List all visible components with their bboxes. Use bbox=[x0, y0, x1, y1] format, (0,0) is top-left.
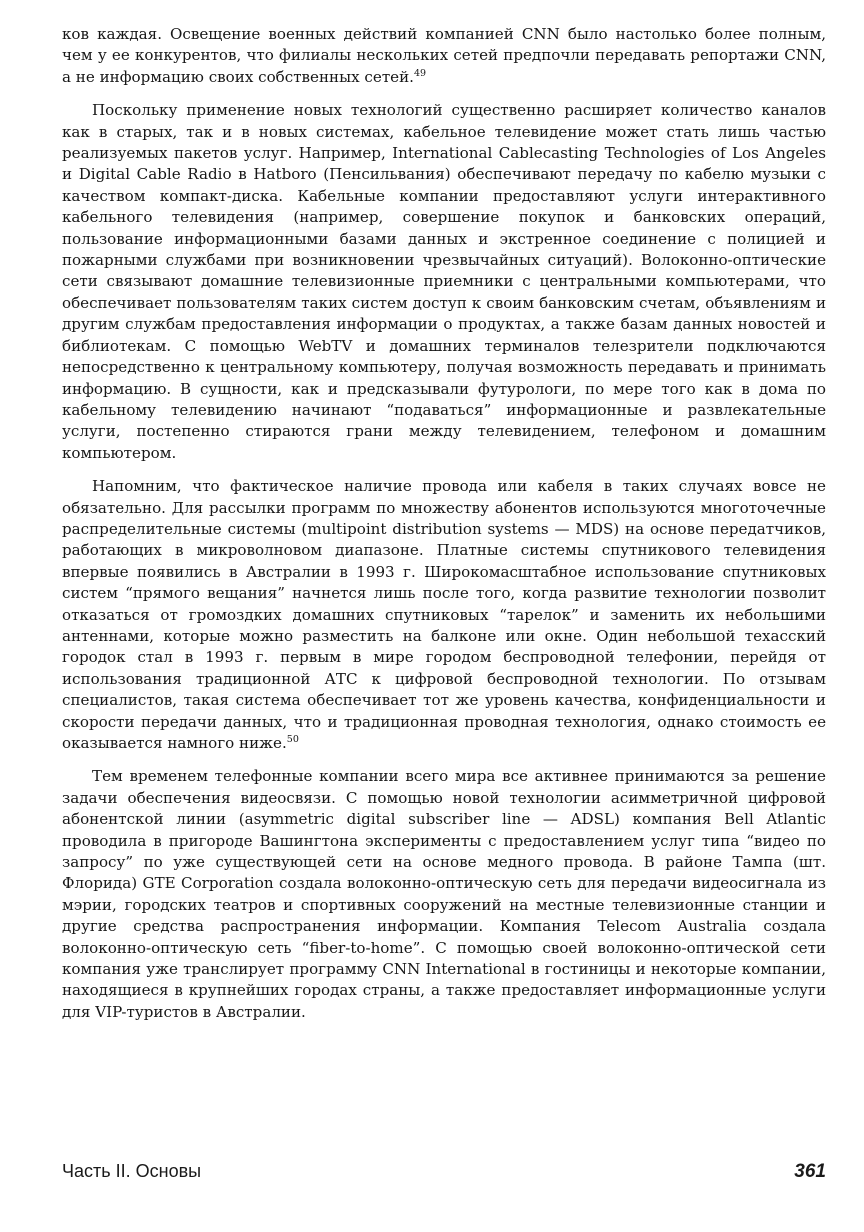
paragraph-3 bbox=[62, 476, 826, 754]
paragraph-4 bbox=[62, 766, 826, 1023]
paragraph-3-text: Напомним, что фактическое наличие провода или кабеля в таких случаях вовсе не обязательно. Для рассылки программ по множеству абонентов используются многоточечные распределительные системы (multipoint distribution systems — MDS) на основе передатчиков, работающих в микроволновом диапазоне. Платные системы спутникового телевидения впервые появились в Австралии в 1993 г. Широкомасштабное использование спутниковых систем “прямого вещания” начнется лишь после того, когда развитие технологии позволит отказаться от громоздких домашних спутниковых “тарелок” и заменить их небольшими антеннами, которые можно разместить на балконе или окне. Один небольшой техасский городок стал в 1993 г. первым в мире городом беспроводной телефонии, перейдя от использования традиционной АТС к цифровой беспроводной технологии. По отзывам специалистов, такая система обеспечивает тот же уровень качества, конфиденциальности и скорости передачи данных, что и традиционная проводная технология, однако стоимость ее оказывается намного ниже. bbox=[62, 477, 826, 752]
page-number: 361 bbox=[794, 1161, 826, 1182]
footnote-ref-49: 49 bbox=[413, 67, 427, 79]
paragraph-4-text: Тем временем телефонные компании всего мира все активнее принимаются за решение задачи обеспечения видеосвязи. С помощью новой технологии асимметричной цифровой абонентской линии (asymmetric digital subscriber line — ADSL) компания Bell Atlantic проводила в пригороде Вашингтона эксперименты с предоставлением услуг типа “видео по запросу” по уже существующей сети на основе медного провода. В районе Тампа (шт. Флорида) GTE Corporation создала волоконно-оптическую сеть для передачи видеосигнала из мэрии, городских театров и спортивных сооружений на местные телевизионные станции и другие средства распространения информации. Компания Telecom Australia создала волоконно-оптическую сеть “fiber-to-home”. С помощью своей волоконно-оптической сети компания уже транслирует программу CNN International в гостиницы и некоторые компании, находящиеся в крупнейших городах страны, а также предоставляет информационные услуги для VIP-туристов в Австралии. bbox=[62, 767, 826, 1021]
paragraph-1 bbox=[62, 24, 826, 88]
paragraph-2-text: Поскольку применение новых технологий существенно расширяет количество каналов как в старых, так и в новых системах, кабельное телевидение может стать лишь частью реализуемых пакетов услуг. Например, International Cablecasting Technologies of Los Angeles и Digital Cable Radio в Hatboro (Пенсильвания) обеспечивают передачу по кабелю музыки с качеством компакт-диска. Кабельные компании предоставляют услуги интерактивного кабельного телевидения (например, совершение покупок и банковских операций, пользование информационными базами данных и экстренное соединение с полицией и пожарными службами при возникновении чрезвычайных ситуаций). Волоконно-оптические сети связывают домашние телевизионные приемники с центральными компьютерами, что обеспечивает пользователям таких систем доступ к своим банковским счетам, объявлениям и другим службам предоставления информации о продуктах, а также базам данных новостей и библиотекам. С помощью WebTV и домашних терминалов телезрители подключаются непосредственно к центральному компьютеру, получая возможность передавать и принимать информацию. В сущности, как и предсказывали футурологи, по мере того как в дома по кабельному телевидению начинают “подаваться” информационные и развлекательные услуги, постепенно стираются грани между телевидением, телефоном и домашним компьютером. bbox=[62, 101, 826, 462]
paragraph-1-text: ков каждая. Освещение военных действий компанией CNN было настолько более полным, чем у ее конкурентов, что филиалы нескольких сетей предпочли передавать репортажи CNN, а не информацию своих собственных сетей. bbox=[62, 25, 826, 86]
body-text bbox=[62, 24, 826, 1035]
paragraph-2 bbox=[62, 100, 826, 464]
footnote-ref-50: 50 bbox=[286, 733, 299, 745]
page-footer bbox=[62, 1161, 826, 1193]
section-title: Часть II. Основы bbox=[62, 1161, 202, 1181]
